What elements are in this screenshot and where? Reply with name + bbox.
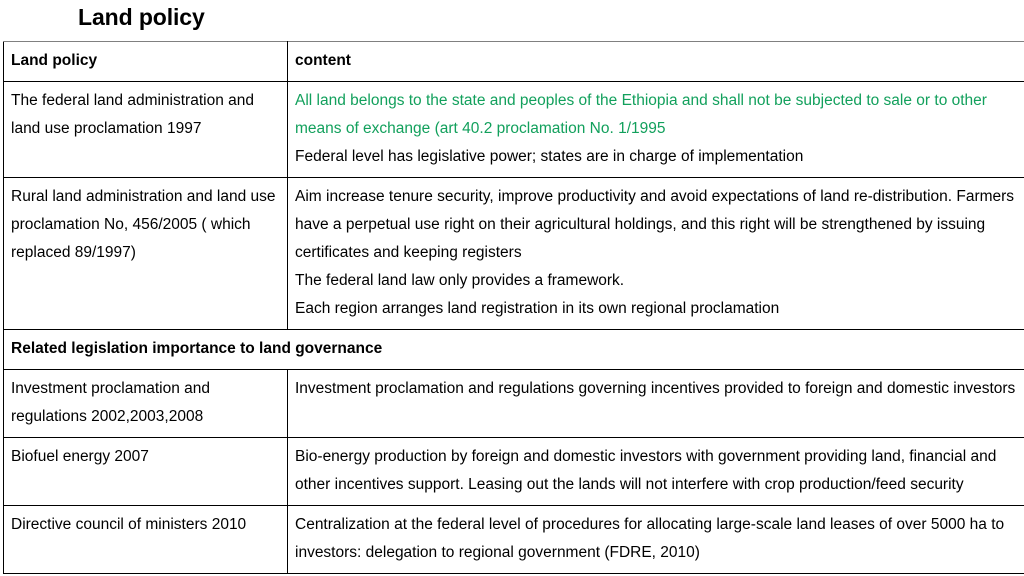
table-row: [4, 506, 1024, 574]
section-header-related-legislation: Related legislation importance to land governance: [4, 330, 1024, 370]
table-row: [4, 438, 1024, 506]
page-title: Land policy: [78, 4, 205, 30]
policy-name-cell: The federal land administration and land use proclamation 1997: [4, 82, 288, 178]
policy-content-cell: [288, 178, 1024, 330]
policy-content-cell: Investment proclamation and regulations governing incentives provided to foreign and domestic investors: [288, 370, 1024, 438]
policy-name-cell: Rural land administration and land use proclamation No, 456/2005 ( which replaced 89/1997): [4, 178, 288, 330]
content-paragraph: Aim increase tenure security, improve productivity and avoid expectations of land re-distribution. Farmers have a perpetual use right on their agricultural holdings, and this right will be strengthened by issuing certificates and keeping registers: [295, 188, 1015, 261]
policy-content-cell: [288, 82, 1024, 178]
content-paragraph: Each region arranges land registration in its own regional proclamation: [295, 300, 780, 317]
table-header-row: [4, 42, 1024, 82]
land-policy-table-container: [3, 41, 1024, 574]
policy-name-cell: Biofuel energy 2007: [4, 438, 288, 506]
policy-name-cell: Directive council of ministers 2010: [4, 506, 288, 574]
table-row: [4, 370, 1024, 438]
policy-content-cell: Bio-energy production by foreign and domestic investors with government providing land, financial and other incentives support. Leasing out the lands will not interfere with crop production/feed security: [288, 438, 1024, 506]
land-policy-table: [3, 41, 1024, 574]
content-green-text: All land belongs to the state and peoples of the Ethiopia and shall not be subjected to sale or to other means of exchange (art 40.2 proclamation No. 1/1995: [295, 92, 987, 137]
content-paragraph: The federal land law only provides a framework.: [295, 272, 625, 289]
column-header-content: content: [288, 42, 1024, 82]
column-header-policy: Land policy: [4, 42, 288, 82]
content-black-text: Federal level has legislative power; states are in charge of implementation: [295, 148, 804, 165]
policy-name-cell: Investment proclamation and regulations 2002,2003,2008: [4, 370, 288, 438]
table-row: [4, 82, 1024, 178]
section-header-row: [4, 330, 1024, 370]
table-row: [4, 178, 1024, 330]
policy-content-cell: Centralization at the federal level of procedures for allocating large-scale land leases of over 5000 ha to investors: delegation to regional government (FDRE, 2010): [288, 506, 1024, 574]
